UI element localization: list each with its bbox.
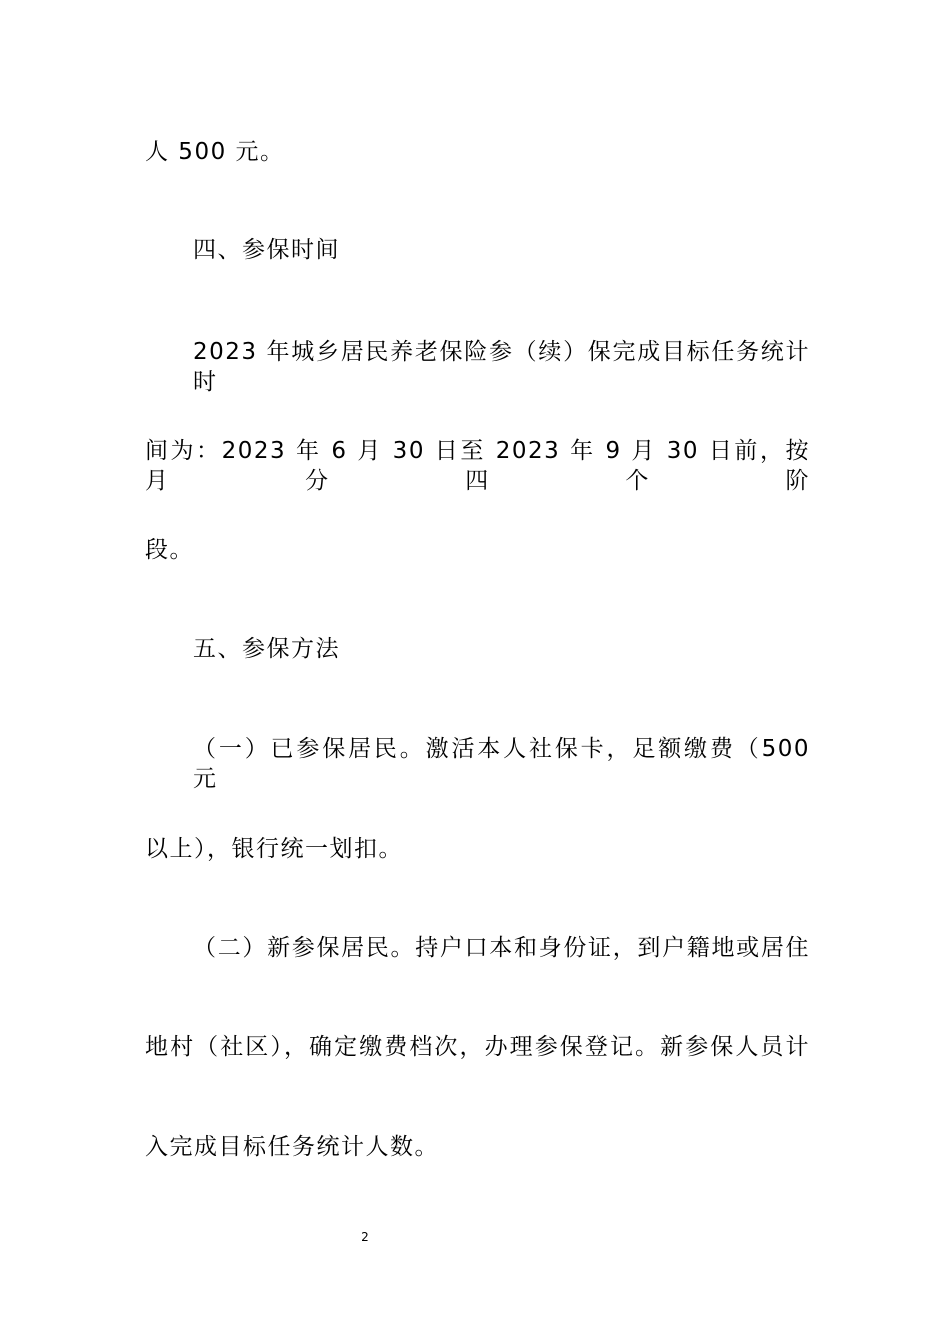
text-line-method-2a: （二）新参保居民。持户口本和身份证，到户籍地或居住 xyxy=(193,935,810,961)
text-line-time-2: 间为：2023 年 6 月 30 日至 2023 年 9 月 30 日前，按月分四个阶 xyxy=(145,438,810,494)
text-line-method-2b: 地村（社区），确定缴费档次，办理参保登记。新参保人员计 xyxy=(145,1034,810,1060)
text-line-method-1a: （一）已参保居民。激活本人社保卡，足额缴费（500 元 xyxy=(193,736,810,792)
section-heading-enrollment-time: 四、参保时间 xyxy=(193,237,340,263)
text-line-time-1: 2023 年城乡居民养老保险参（续）保完成目标任务统计时 xyxy=(193,339,810,395)
text-line-time-3: 段。 xyxy=(145,537,194,563)
page-number: 2 xyxy=(361,1230,369,1244)
text-line-method-1b: 以上），银行统一划扣。 xyxy=(145,836,403,862)
text-line-amount-end: 人 500 元。 xyxy=(145,139,285,165)
section-heading-enrollment-method: 五、参保方法 xyxy=(193,636,340,662)
text-line-method-2c: 入完成目标任务统计人数。 xyxy=(145,1134,439,1160)
